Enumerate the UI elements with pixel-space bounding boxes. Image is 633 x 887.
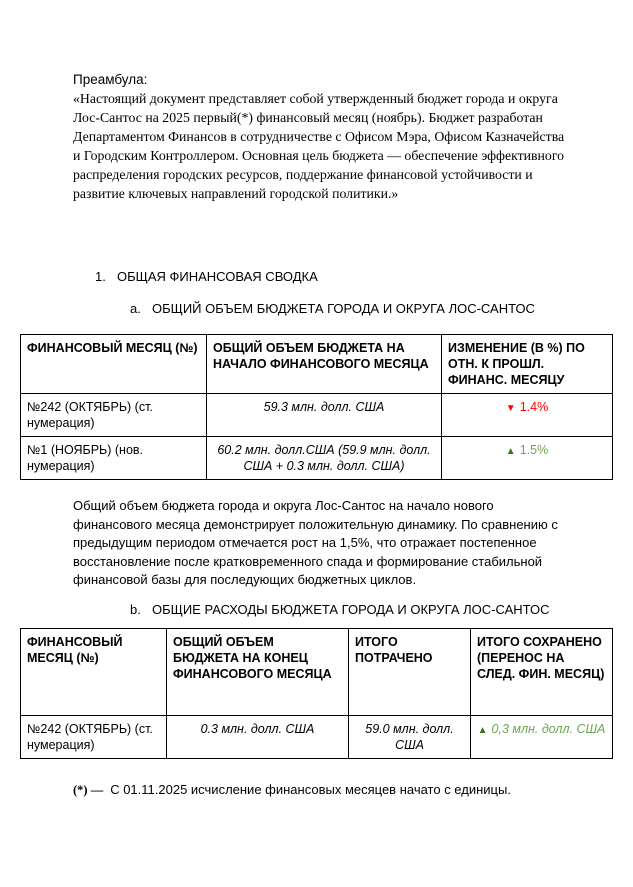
fin-month-cell: №242 (ОКТЯБРЬ) (ст. нумерация) <box>21 394 207 437</box>
subsection-a-title: ОБЩИЙ ОБЪЕМ БЮДЖЕТА ГОРОДА И ОКРУГА ЛОС-САНТОС <box>152 301 535 316</box>
trend-down-icon: ▼ <box>505 403 516 414</box>
preamble-block <box>73 70 573 203</box>
preamble-text: «Настоящий документ представляет собой утвержденный бюджет города и округа Лос-Сантос на 2025 первый(*) финансовый месяц (ноябрь). Бюджет разработан Департаментом Финансов в сотрудничестве с Офисом Мэра, Офисом Казначейства и Городским Контроллером. Основная цель бюджета — обеспечение эффективного распределения городских ресурсов, поддержание финансовой устойчивости и развитие ключевых направлений городской политики.» <box>73 91 565 201</box>
table-row <box>21 394 613 437</box>
table-header-row <box>21 335 613 394</box>
footnote-text: С 01.11.2025 исчисление финансовых месяцев начато с единицы. <box>110 781 511 797</box>
subsection-b-heading <box>130 602 633 618</box>
budget-expenses-table <box>20 628 613 759</box>
change-cell <box>442 394 613 437</box>
col-header-total-saved: ИТОГО СОХРАНЕНО (ПЕРЕНОС НА СЛЕД. ФИН. МЕСЯЦ) <box>471 628 613 715</box>
footnote <box>73 781 633 799</box>
table-header-row <box>21 628 613 715</box>
change-value: 1.4% <box>519 400 549 414</box>
subsection-b-number: b. <box>130 601 141 617</box>
change-value: 1.5% <box>519 443 549 457</box>
footnote-mark: (*) — <box>73 782 104 797</box>
col-header-budget-start: ОБЩИЙ ОБЪЕМ БЮДЖЕТА НА НАЧАЛО ФИНАНСОВОГО МЕСЯЦА <box>207 335 442 394</box>
col-header-budget-end: ОБЩИЙ ОБЪЕМ БЮДЖЕТА НА КОНЕЦ ФИНАНСОВОГО МЕСЯЦА <box>167 628 349 715</box>
budget-amount-cell: 60.2 млн. долл.США (59.9 млн. долл. США + 0.3 млн. долл. США) <box>207 437 442 480</box>
section-1-heading <box>95 269 633 285</box>
fin-month-cell: №1 (НОЯБРЬ) (нов. нумерация) <box>21 437 207 480</box>
table-row <box>21 715 613 758</box>
analysis-paragraph: Общий объем бюджета города и округа Лос-Сантос на начало нового финансового месяца демонстрирует положительную динамику. По сравнению с предыдущим периодом отмечается рост на 1,5%, что отражает постепенное восстановление после кратковременного спада и формирование стабильной финансовой базы для последующих бюджетных циклов. <box>73 498 558 588</box>
total-saved-cell <box>471 715 613 758</box>
col-header-total-spent: ИТОГО ПОТРАЧЕНО <box>349 628 471 715</box>
trend-up-icon: ▲ <box>477 724 488 736</box>
fin-month-cell: №242 (ОКТЯБРЬ) (ст. нумерация) <box>21 715 167 758</box>
budget-amount-cell: 59.3 млн. долл. США <box>207 394 442 437</box>
col-header-fin-month: ФИНАНСОВЫЙ МЕСЯЦ (№) <box>21 628 167 715</box>
trend-up-icon: ▲ <box>505 446 516 457</box>
col-header-fin-month: ФИНАНСОВЫЙ МЕСЯЦ (№) <box>21 335 207 394</box>
budget-end-cell: 0.3 млн. долл. США <box>167 715 349 758</box>
subsection-a-number: a. <box>130 301 141 316</box>
total-spent-cell: 59.0 млн. долл. США <box>349 715 471 758</box>
budget-volume-table <box>20 334 613 480</box>
subsection-b-title: ОБЩИЕ РАСХОДЫ БЮДЖЕТА ГОРОДА И ОКРУГА ЛОС-САНТОС <box>152 601 550 617</box>
table-row <box>21 437 613 480</box>
section-1-title: ОБЩАЯ ФИНАНСОВАЯ СВОДКА <box>117 269 318 284</box>
col-header-change-pct: ИЗМЕНЕНИЕ (В %) ПО ОТН. К ПРОШЛ. ФИНАНС. МЕСЯЦУ <box>442 335 613 394</box>
subsection-a-heading <box>130 301 633 317</box>
saved-value: 0,3 млн. долл. США <box>491 721 606 736</box>
section-1-number: 1. <box>95 269 106 284</box>
preamble-label: Преамбула: <box>73 72 148 87</box>
change-cell <box>442 437 613 480</box>
